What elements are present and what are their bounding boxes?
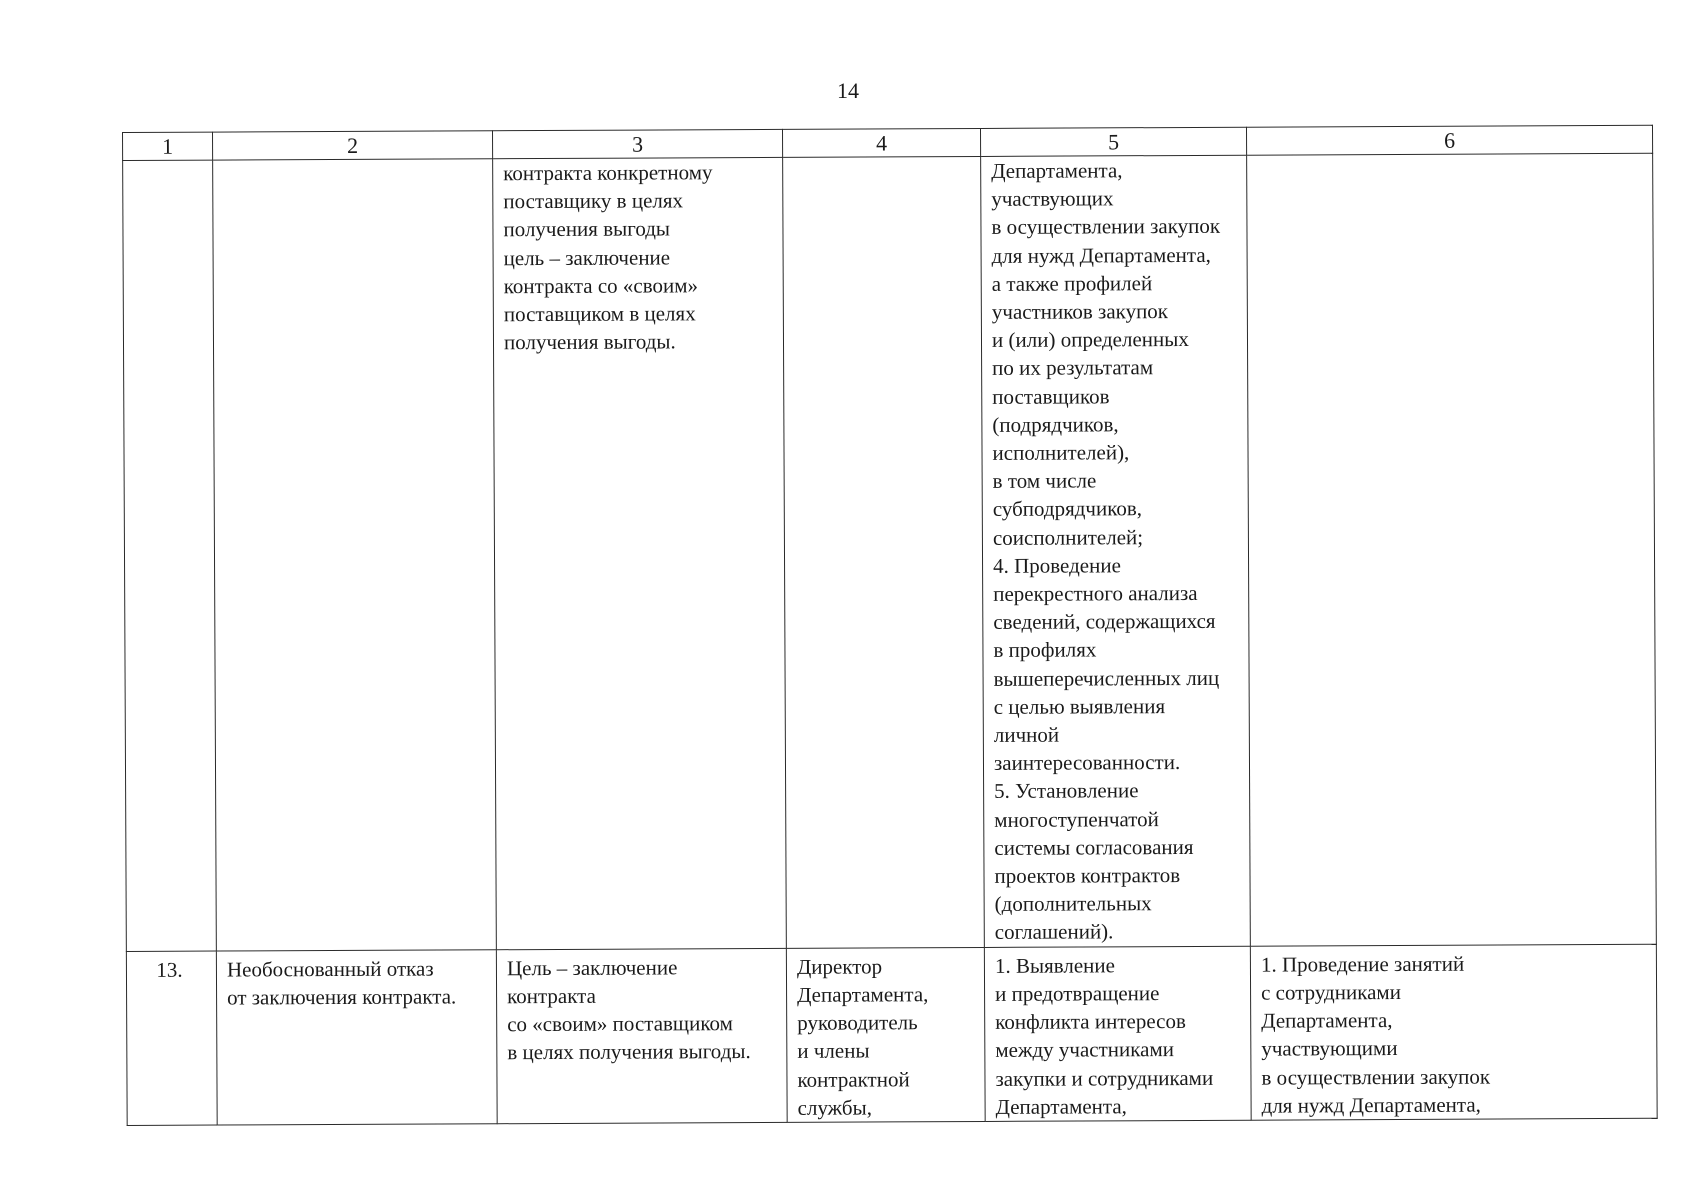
cell-responsible [786,947,985,1122]
cell-responsible [783,156,985,948]
column-header-2: 2 [213,131,493,160]
measures-table [122,125,1658,1126]
cell-description [493,157,787,949]
column-header-5: 5 [980,127,1246,156]
cell-description-text: Цель – заключение контракта со «своим» поставщиком в целях получения выгоды. [506,955,751,1065]
cell-number [123,160,217,951]
cell-risk-text: Необоснованный отказ от заключения контракта. [226,956,457,1010]
cell-measures-text: 1. Выявление и предотвращение конфликта интересов между участниками закупки и сотрудниками Департамента, [994,953,1214,1119]
cell-description-text: контракта конкретному поставщику в целях получения выгоды цель – заключение контракта со «своим» поставщиком в целях получения выгоды. [503,160,713,355]
cell-extra-measures [1247,153,1657,946]
row-number: 13. [156,957,183,982]
column-header-1: 1 [123,132,213,160]
table-row-13 [126,944,1657,1125]
cell-extra-measures-text: 1. Проведение занятий с сотрудниками Департамента, участвующими в осуществлении закупок для нужд Департамента, [1260,951,1491,1118]
cell-risk [213,159,497,951]
measures-table-container [122,125,1657,1126]
cell-extra-measures [1250,944,1657,1120]
table-row-continued [123,153,1657,951]
cell-measures [981,155,1251,947]
cell-number [126,951,217,1126]
column-header-3: 3 [492,129,782,158]
page-number: 14 [837,78,859,103]
column-header-4: 4 [782,128,980,157]
cell-responsible-text: Директор Департамента, руководитель и члены контрактной службы, [796,954,929,1120]
cell-risk [216,949,497,1125]
cell-description [496,948,787,1124]
cell-measures-text: Департамента, участвующих в осуществлении закупок для нужд Департамента, а также профилей участников закупок и (или) определенных по их результатам поставщиков (подрядчиков, исполнителей), в том числе субподрядчиков, соисполнителей; 4. Проведение перекрестного анализа сведений, содержащихся в профилях вышеперечисленных лиц с целью выявления личной заинтересованности. 5. Установление многоступенчатой системы согласования проектов контрактов (дополнительных соглашений). [991,158,1221,945]
column-header-6: 6 [1246,125,1652,155]
cell-measures [984,946,1251,1121]
